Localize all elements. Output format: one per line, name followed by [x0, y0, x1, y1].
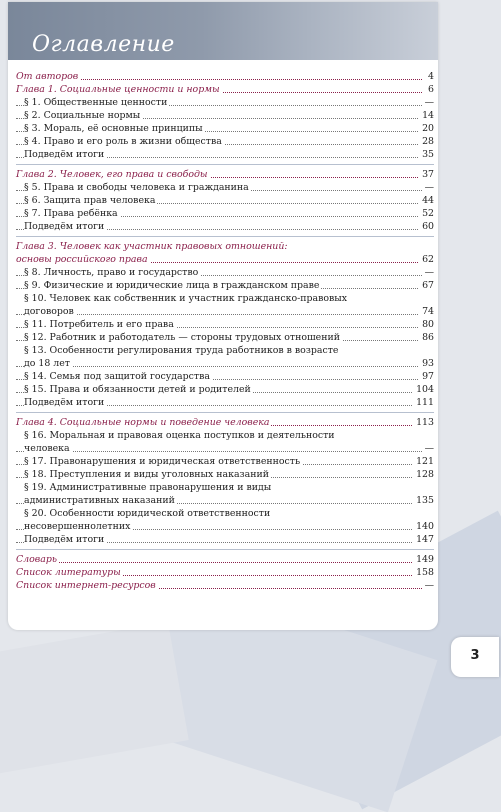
- toc-entry[interactable]: [16, 481, 434, 494]
- toc-entry-title: Подведём итоги: [24, 149, 105, 160]
- toc-entry-page: 62: [419, 253, 434, 266]
- toc-entry[interactable]: [16, 148, 434, 161]
- toc-entry-page: 20: [419, 122, 434, 135]
- toc-entry[interactable]: [16, 122, 434, 135]
- toc-entry-title: Глава 2. Человек, его права и свободы: [16, 169, 208, 180]
- toc-entry[interactable]: [16, 181, 434, 194]
- toc-entry[interactable]: [16, 266, 434, 279]
- toc-entry[interactable]: [16, 96, 434, 109]
- toc-entry-title: § 12. Работник и работодатель — стороны трудовых отношений: [24, 332, 340, 343]
- toc-entry-title: § 5. Права и свободы человека и гражданина: [24, 182, 249, 193]
- toc-chapter-entry[interactable]: [16, 553, 434, 566]
- toc-entry-title: человека: [24, 443, 70, 454]
- toc-entry[interactable]: [16, 135, 434, 148]
- toc-entry[interactable]: [16, 468, 434, 481]
- toc-entry-title: Подведём итоги: [24, 534, 105, 545]
- toc-entry-title: § 9. Физические и юридические лица в гражданском праве: [24, 280, 320, 291]
- section-divider: [16, 412, 434, 413]
- toc-entry-title: § 15. Права и обязанности детей и родителей: [24, 384, 251, 395]
- toc-entry-title: § 2. Социальные нормы: [24, 110, 141, 121]
- toc-entry[interactable]: [16, 220, 434, 233]
- toc-entry[interactable]: [16, 194, 434, 207]
- toc-entry-page: 60: [419, 220, 434, 233]
- toc-entry-title: § 10. Человек как собственник и участник гражданско-правовых: [24, 293, 348, 304]
- toc-entry-page: 113: [413, 416, 434, 429]
- toc-entry-page: 149: [413, 553, 434, 566]
- toc-entry-title: § 1. Общественные ценности: [24, 97, 168, 108]
- toc-entry-page: 93: [419, 357, 434, 370]
- toc-entry-title: Глава 4. Социальные нормы и поведение человека: [16, 417, 270, 428]
- toc-entry-page: —: [422, 181, 434, 194]
- toc-chapter-entry[interactable]: [16, 83, 434, 96]
- toc-entry-title: § 11. Потребитель и его права: [24, 319, 174, 330]
- toc-entry-title: основы российского права: [16, 254, 148, 265]
- toc-chapter-entry[interactable]: [16, 416, 434, 429]
- toc-chapter-entry[interactable]: [16, 240, 434, 253]
- toc-entry-page: 97: [419, 370, 434, 383]
- toc-entry-title: Подведём итоги: [24, 221, 105, 232]
- toc-entry-page: 158: [413, 566, 434, 579]
- page-title: Оглавление: [32, 32, 175, 57]
- toc-entry-page: 135: [413, 494, 434, 507]
- toc-entry[interactable]: [16, 318, 434, 331]
- toc-entry[interactable]: [16, 207, 434, 220]
- toc-entry[interactable]: [16, 344, 434, 357]
- toc-entry[interactable]: [16, 383, 434, 396]
- toc-entry-page: 80: [419, 318, 434, 331]
- toc-entry-page: 128: [413, 468, 434, 481]
- toc-entry-title: § 16. Моральная и правовая оценка поступков и деятельности: [24, 430, 335, 441]
- toc-entry-title: Подведём итоги: [24, 397, 105, 408]
- toc-entry-title: административных наказаний: [24, 495, 175, 506]
- toc-entry[interactable]: [16, 370, 434, 383]
- toc-entry-page: —: [422, 96, 434, 109]
- toc-entry-title: Словарь: [16, 554, 57, 565]
- table-of-contents: [16, 70, 434, 592]
- section-divider: [16, 549, 434, 550]
- toc-entry-title: § 6. Защита прав человека: [24, 195, 156, 206]
- toc-entry-page: —: [422, 442, 434, 455]
- toc-chapter-entry[interactable]: [16, 70, 434, 83]
- toc-entry-title: § 8. Личность, право и государство: [24, 267, 199, 278]
- toc-entry-title: до 18 лет: [24, 358, 70, 369]
- toc-entry-title: § 17. Правонарушения и юридическая ответственность: [24, 456, 301, 467]
- toc-entry-page: 147: [413, 533, 434, 546]
- section-divider: [16, 236, 434, 237]
- toc-entry-title: § 20. Особенности юридической ответственности: [24, 508, 271, 519]
- background-shape: [0, 622, 189, 778]
- toc-entry-title: § 13. Особенности регулирования труда работников в возрасте: [24, 345, 339, 356]
- toc-entry-title: несовершеннолетних: [24, 521, 131, 532]
- toc-entry-title: От авторов: [16, 71, 79, 82]
- toc-entry[interactable]: [16, 109, 434, 122]
- toc-entry[interactable]: [16, 533, 434, 546]
- toc-entry-title: Глава 1. Социальные ценности и нормы: [16, 84, 220, 95]
- toc-header: [8, 2, 438, 60]
- toc-entry[interactable]: [16, 305, 434, 318]
- toc-entry-page: 14: [419, 109, 434, 122]
- toc-entry[interactable]: [16, 292, 434, 305]
- toc-entry-page: 86: [419, 331, 434, 344]
- section-divider: [16, 164, 434, 165]
- toc-entry-page: 4: [425, 70, 434, 83]
- toc-entry[interactable]: [16, 357, 434, 370]
- toc-entry-title: § 3. Мораль, её основные принципы: [24, 123, 203, 134]
- toc-entry-title: договоров: [24, 306, 74, 317]
- toc-entry-page: —: [422, 579, 434, 592]
- toc-entry[interactable]: [16, 396, 434, 409]
- toc-entry-title: § 19. Административные правонарушения и виды: [24, 482, 272, 493]
- toc-entry-page: 121: [413, 455, 434, 468]
- toc-entry[interactable]: [16, 429, 434, 442]
- toc-entry-title: Список литературы: [16, 567, 121, 578]
- toc-chapter-entry[interactable]: [16, 579, 434, 592]
- toc-entry-title: § 4. Право и его роль в жизни общества: [24, 136, 222, 147]
- toc-chapter-entry[interactable]: [16, 253, 434, 266]
- toc-entry[interactable]: [16, 279, 434, 292]
- toc-entry-page: 35: [419, 148, 434, 161]
- toc-chapter-entry[interactable]: [16, 566, 434, 579]
- toc-entry-page: 28: [419, 135, 434, 148]
- toc-entry-title: Список интернет-ресурсов: [16, 580, 156, 591]
- toc-entry-page: 104: [413, 383, 434, 396]
- toc-entry-title: Глава 3. Человек как участник правовых отношений:: [16, 241, 288, 252]
- toc-entry-page: —: [422, 266, 434, 279]
- toc-entry[interactable]: [16, 494, 434, 507]
- page-number-tab: [451, 637, 499, 677]
- toc-entry-page: 111: [413, 396, 434, 409]
- toc-panel: [8, 2, 438, 630]
- toc-entry-title: § 7. Права ребёнка: [24, 208, 118, 219]
- toc-entry-page: 52: [419, 207, 434, 220]
- page-number: 3: [470, 648, 480, 663]
- toc-entry-page: 140: [413, 520, 434, 533]
- toc-entry[interactable]: [16, 331, 434, 344]
- toc-entry[interactable]: [16, 442, 434, 455]
- toc-entry-page: 37: [419, 168, 434, 181]
- toc-entry-page: 74: [419, 305, 434, 318]
- toc-entry-title: § 18. Преступления и виды уголовных наказаний: [24, 469, 270, 480]
- toc-entry-title: § 14. Семья под защитой государства: [24, 371, 210, 382]
- toc-entry-page: 6: [425, 83, 434, 96]
- toc-entry[interactable]: [16, 507, 434, 520]
- toc-entry[interactable]: [16, 455, 434, 468]
- toc-entry-page: 44: [419, 194, 434, 207]
- toc-entry-page: 67: [419, 279, 434, 292]
- toc-chapter-entry[interactable]: [16, 168, 434, 181]
- toc-entry[interactable]: [16, 520, 434, 533]
